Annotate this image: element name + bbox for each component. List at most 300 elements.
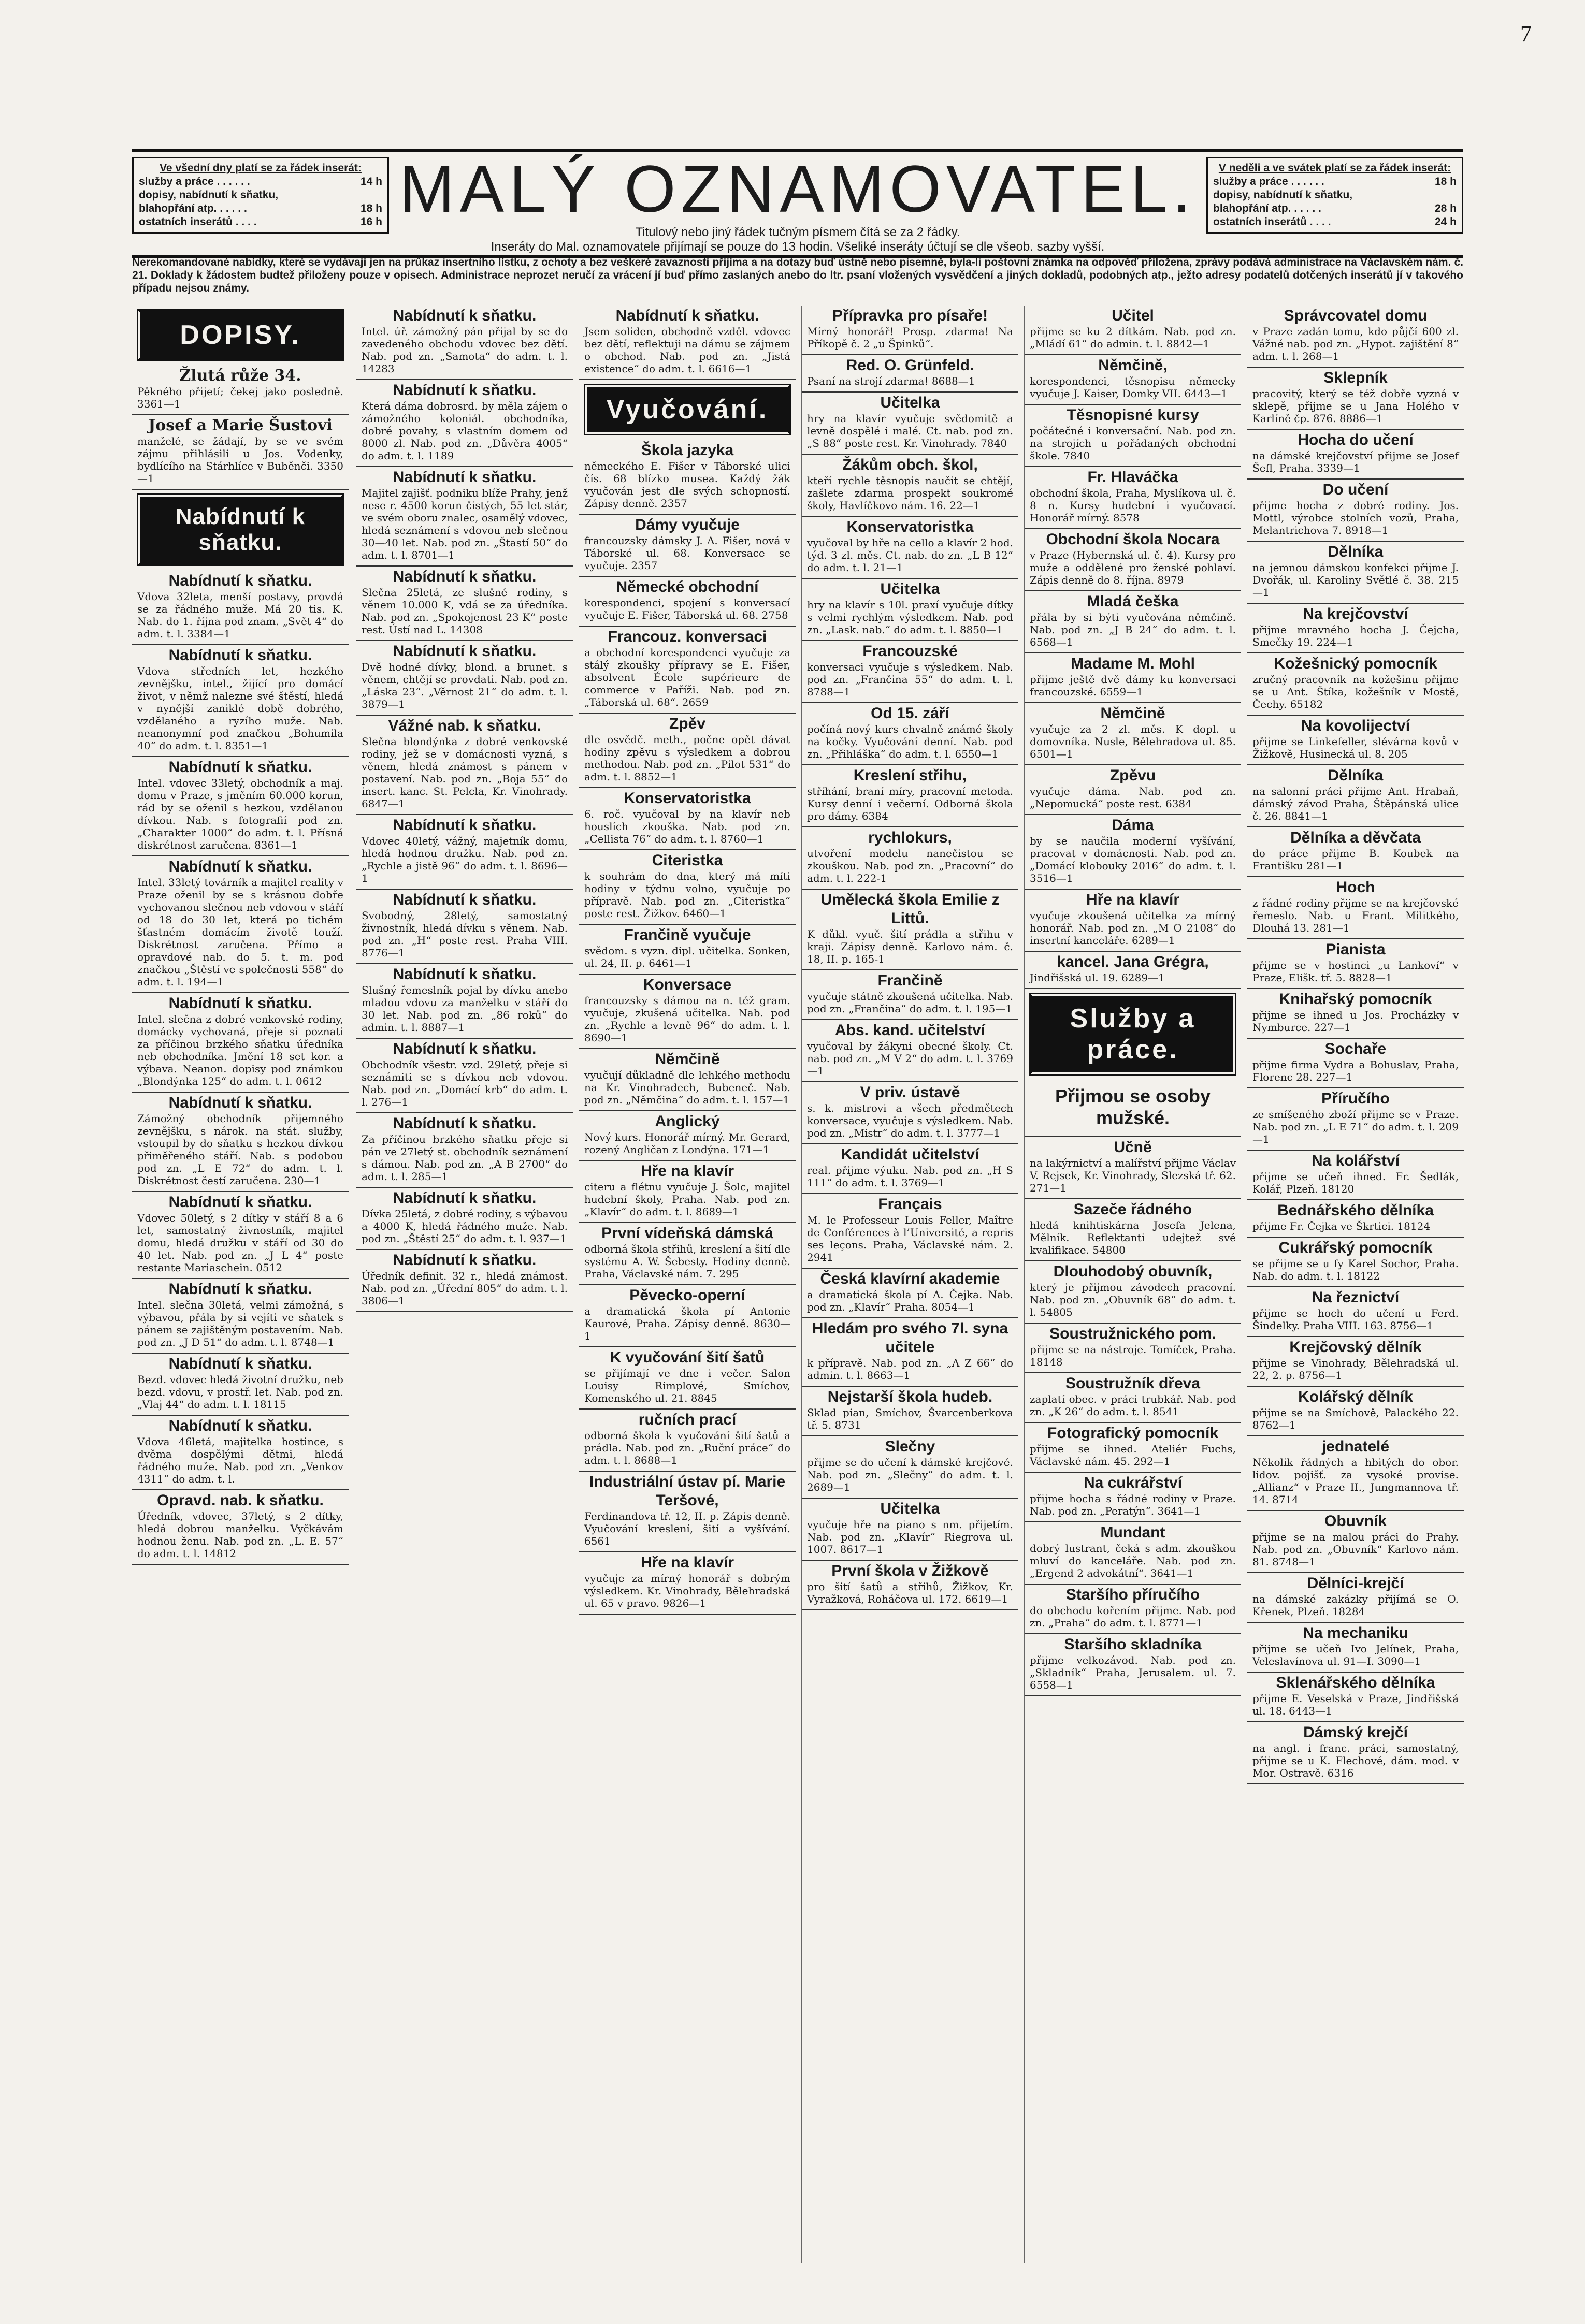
classified-ad — [1247, 1722, 1464, 1784]
ad-heading: Žlutá růže 34. — [179, 367, 301, 385]
classified-ad — [132, 856, 349, 993]
ad-heading: Zpěvu — [1110, 767, 1156, 784]
ad-heading: Na kovolijectví — [1301, 717, 1410, 734]
ad-heading: Nabídnutí k sňatku. — [393, 568, 537, 585]
ad-heading: Pianista — [1325, 941, 1386, 958]
classified-ad — [802, 641, 1018, 703]
classified-ad — [1247, 1387, 1464, 1436]
ad-heading: Učitelka — [880, 580, 940, 598]
ad-heading: Nejstarší škola hudeb. — [827, 1388, 993, 1405]
ad-body: Jindřišská ul. 19. 6289—1 — [1030, 971, 1165, 984]
ad-heading: Obchodní škola Nocara — [1046, 531, 1220, 548]
ad-heading: Dámy vyučuje — [635, 516, 740, 533]
classified-ad — [802, 306, 1018, 355]
ad-body: na salonní práci přijme Ant. Hrabaň, dámský závod Praha, Štěpánská ulice č. 26. 8841—1 — [1252, 785, 1459, 822]
ad-heading: Dělníka a děvčata — [1290, 829, 1421, 846]
classified-ad — [1247, 306, 1464, 368]
ad-body: Obchodník všestr. vzd. 29letý, přeje si seznámiti se s dívkou neb vdovou. Nab. pod zn. „Domácí krb“ do adm. t. l. 276—1 — [362, 1058, 568, 1108]
classified-ad — [579, 1552, 796, 1615]
classified-ad — [1247, 1039, 1464, 1088]
ad-heading: Nabídnutí k sňatku. — [393, 643, 537, 660]
price-row: služby a práce . . . . . . 18 h — [1213, 176, 1457, 187]
ad-body: Pěkného přijetí; čekej jako posledně. 3361—1 — [137, 385, 343, 410]
ad-body: v Praze zadán tomu, kdo půjčí 600 zl. Vážné nab. pod zn. „Hypot. zajištění 8“ adm. t. l. 268—1 — [1252, 325, 1459, 362]
classified-ad — [1247, 1436, 1464, 1511]
classified-ad — [1025, 1585, 1241, 1634]
price-row: ostatních inserátů . . . . 24 h — [1213, 216, 1457, 228]
classified-ad — [1247, 1151, 1464, 1200]
ad-heading: Nabídnutí k sňatku. — [393, 382, 537, 399]
ad-heading: První vídeňská dámská — [601, 1225, 773, 1242]
section-banner: Nabídnutí k sňatku. — [138, 495, 342, 564]
ad-body: z řádné rodiny přijme se na krejčovské řemeslo. Nab. u Frant. Militkého, Dlouhá 13. 281—1 — [1252, 897, 1459, 934]
ad-heading: Français — [878, 1196, 942, 1213]
ad-body: se přijímají ve dne i večer. Salon Louisy Rimplové, Smíchov, Komenského ul. 21. 8845 — [584, 1367, 790, 1404]
classified-ad — [802, 355, 1018, 393]
classified-ad — [802, 1082, 1018, 1144]
ad-body: vyučoval by žákyni obecné školy. Ct. nab. pod zn. „M V 2“ do adm. t. l. 3769—1 — [807, 1040, 1013, 1077]
classified-ad — [1247, 368, 1464, 430]
ad-body: Úředník definit. 32 r., hledá známost. Nab. pod zn. „Úřední 805“ do adm. t. l. 3806—1 — [362, 1270, 568, 1307]
subtitle-line: Titulový nebo jiný řádek tučným písmem čítá se za 2 řádky. — [635, 225, 960, 239]
ad-body: pro šití šatů a střihů, Žižkov, Kr. Vyražková, Roháčova ul. 172. 6619—1 — [807, 1580, 1013, 1605]
ad-body: přijme ještě dvě dámy ku konversaci francouzské. 6559—1 — [1030, 673, 1236, 698]
classified-ad — [1025, 1522, 1241, 1585]
ad-body: utvoření modelu nanečistou se zkouškou. Nab. pod zn. „Pracovní“ do adm. t. l. 222-1 — [807, 847, 1013, 884]
ad-body: k přípravě. Nab. pod zn. „A Z 66“ do admin. t. l. 8663—1 — [807, 1357, 1013, 1382]
classified-ad — [132, 1192, 349, 1279]
ad-heading: Hocha do učení — [1298, 431, 1414, 448]
classified-ad — [579, 714, 796, 788]
classified-ad — [1025, 1423, 1241, 1473]
classified-ad — [579, 975, 796, 1049]
classified-ad — [1247, 1623, 1464, 1673]
ad-heading: Žákům obch. škol, — [842, 456, 978, 473]
classified-ad — [579, 440, 796, 515]
classified-ad — [1247, 1238, 1464, 1287]
ad-heading: Frančině vyučuje — [624, 926, 751, 943]
ad-body: přijme se do učení k dámské krejčové. Nab. pod zn. „Slečny“ do adm. t. l. 2689—1 — [807, 1456, 1013, 1493]
ad-body: Která dáma dobrosrd. by měla zájem o zámožného koloniál. obchodníka, dobré povahy, s vlastním domem od 8000 zl. Nab. pod zn. „Důvěra 4005“ do adm. t. l. 1189 — [362, 400, 568, 462]
classified-ad — [356, 306, 573, 380]
ad-heading: Nabídnutí k sňatku. — [168, 1355, 312, 1372]
ad-column — [1024, 306, 1241, 2263]
ad-heading: Soustružník dřeva — [1065, 1375, 1201, 1392]
ad-heading: První škola v Žižkově — [831, 1562, 989, 1579]
classified-ad — [1025, 405, 1241, 467]
ad-heading: Frančině — [877, 972, 943, 989]
ad-body: by se naučila moderní vyšívání, pracovat v domácnosti. Nab. pod zn. „Domácí klobouky 2016“ do adm. t. l. 3516—1 — [1030, 835, 1236, 884]
price-box-weekday — [132, 157, 389, 234]
ad-body: Slečna 25letá, ze slušné rodiny, s věnem 10.000 K, vdá se za úředníka. Nab. pod zn. „Spokojenost 23 K“ poste rest. Ústí nad L. 14308 — [362, 586, 568, 636]
ad-heading: Fr. Hlaváčka — [1087, 469, 1178, 486]
ad-heading: Obuvník — [1324, 1513, 1387, 1530]
classified-ad — [1247, 765, 1464, 827]
ad-body: počátečné i konversační. Nab. pod zn. na strojích u pořádaných obchodní škole. 7840 — [1030, 425, 1236, 462]
classified-ad — [1025, 1324, 1241, 1373]
ad-heading: V priv. ústavě — [860, 1084, 960, 1101]
ad-heading: Nabídnutí k sňatku. — [168, 858, 312, 875]
ad-body: přijme se učeň ihned. Fr. Šedlák, Kolář, Plzeň. 18120 — [1252, 1170, 1459, 1195]
classified-ad — [579, 1223, 796, 1285]
classified-ad — [579, 1472, 796, 1552]
ad-heading: Česká klavírní akademie — [820, 1270, 1000, 1287]
ad-heading: Učitelka — [880, 394, 940, 411]
ad-body: citeru a flétnu vyučuje J. Šolc, majitel hudební školy, Praha. Nab. pod zn. „Klavír“ do adm. t. l. 8689—1 — [584, 1181, 790, 1218]
ad-body: Sklad pian, Smíchov, Švarcenberkova tř. 5. 8731 — [807, 1406, 1013, 1431]
classified-ad — [579, 1111, 796, 1161]
classified-ad — [356, 380, 573, 467]
ad-heading: Nabídnutí k sňatku. — [168, 1417, 312, 1434]
ad-body: hledá knihtiskárna Josefa Jelena, Mělník. Reflektanti udejtež své kvalifikace. 54800 — [1030, 1219, 1236, 1256]
classified-ad — [579, 627, 796, 714]
classified-ad — [1247, 1287, 1464, 1337]
classified-ad — [802, 1318, 1018, 1387]
ad-body: v Praze (Hybernská ul. č. 4). Kursy pro muže a oddělené pro ženské pohlaví. Zápis denně do 8. října. 8979 — [1030, 549, 1236, 586]
ad-body: stříhání, braní míry, pracovní metoda. Kursy denní i večerní. Odborná škola pro dámy. 6384 — [807, 785, 1013, 822]
ad-heading: Nabídnutí k sňatku. — [168, 572, 312, 589]
section-banner: Služby a práce. — [1031, 994, 1235, 1074]
ad-body: odborná škola k vyučování šití šatů a prádla. Nab. pod zn. „Ruční práce“ do adm. t. l. 8688—1 — [584, 1429, 790, 1466]
price-box-heading: Ve všední dny platí se za řádek inserát: — [160, 162, 362, 174]
ad-body: přijme se na nástroje. Tomíček, Praha. 18148 — [1030, 1343, 1236, 1368]
ad-body: přijme se Vinohrady, Bělehradská ul. 22, 2. p. 8756—1 — [1252, 1357, 1459, 1382]
ad-body: Za příčinou brzkého sňatku přeje si pán ve 27letý st. obchodník seznámení s dámou. Nab. pod zn. „A B 2700“ do adm. t. l. 285—1 — [362, 1133, 568, 1183]
classified-ad — [1025, 1261, 1241, 1324]
ad-body: na angl. i franc. práci, samostatný, přijme se u K. Flechové, dám. mod. v Mor. Ostravě. 6316 — [1252, 1742, 1459, 1779]
ad-body: Intel. 33letý továrník a majitel reality v Praze oženil by se s krásnou dobře vychovanou slečnou neb vdovou v stáří od 18 do 30 let, která po tichém šťastném domácím životě touží. Diskrétnost zaručena. Přímo a opravdové nab. do 5. t. m. pod značkou „Štěstí ve společnosti 558“ do adm. t. l. 194—1 — [137, 876, 343, 988]
classified-ad — [579, 788, 796, 850]
ad-heading: Krejčovský dělník — [1289, 1339, 1422, 1356]
ad-body: Slečna blondýnka z dobré venkovské rodiny, jež se v domácnosti vyzná, s věnem, hledá známost s pánem v postavení. Nab. pod zn. „Boja 55“ do insert. kanc. St. Pelcla, Kr. Vinohrady. 6847—1 — [362, 735, 568, 810]
ad-heading: Němčině — [1100, 705, 1165, 722]
price-row: služby a práce . . . . . . 14 h — [139, 176, 382, 187]
masthead — [132, 149, 1463, 258]
ad-heading: Sazeče řádného — [1073, 1201, 1192, 1218]
classified-ad — [1025, 467, 1241, 529]
ad-heading: Hře na klavír — [640, 1554, 734, 1571]
ad-body: na jemnou dámskou konfekci přijme J. Dvořák, ul. Karoliny Světlé č. 38. 215—1 — [1252, 561, 1459, 599]
classified-ad — [132, 1279, 349, 1354]
subtitle-line: Inseráty do Mal. oznamovatele přijímají se pouze do 13 hodin. Všeliké inseráty účtují se dle všeob. sazby vyšší. — [491, 240, 1105, 254]
ad-body: korespondenci, spojení s konversací vyučuje E. Fišer, Táborská ul. 68. 2758 — [584, 597, 790, 621]
ad-body: dobrý lustrant, čeká s adm. zkouškou mluví do kanceláře. Nab. pod zn. „Ergend 2 advokátní“. 3641—1 — [1030, 1542, 1236, 1579]
ad-column — [356, 306, 573, 2263]
ad-heading: Abs. kand. učitelství — [834, 1022, 986, 1039]
ad-heading: Správcovatel domu — [1284, 307, 1428, 324]
ad-body: německého E. Fišer v Táborské ulici čís. 68 blízko musea. Každý žák vyučován jest dle svých schopností. Zápisy denně. 2357 — [584, 460, 790, 510]
ad-body: Dívka 25letá, z dobré rodiny, s výbavou a 4000 K, hledá řádného muže. Nab. pod zn. „Štěstí 25“ do adm. t. l. 937—1 — [362, 1208, 568, 1245]
classified-ad — [1025, 529, 1241, 591]
ad-heading: Konservatoristka — [624, 790, 751, 807]
ad-heading: Nabídnutí k sňatku. — [393, 966, 537, 983]
ad-body: přijme se ku 2 dítkám. Nab. pod zn. „Mládí 61“ do admin. t. l. 8842—1 — [1030, 325, 1236, 350]
ad-body: vyučují důkladně dle lehkého methodu na Kr. Vinohradech, Bubeneč. Nab. pod zn. „Němčina“ do adm. t. l. 157—1 — [584, 1069, 790, 1106]
classified-ad — [802, 703, 1018, 765]
ad-body: Vdova středních let, hezkého zevnějšku, intel., žijící pro domácí život, v němž nalezne své štěstí, hledá v nynější zaniklé době dobrého, vzdělaného a ryzího muže. Nab. neanonymní pod značkou „Bohumila 40“ do adm. t. l. 8351—1 — [137, 665, 343, 752]
classified-ad — [579, 306, 796, 380]
classified-ad — [802, 890, 1018, 970]
ad-body: a obchodní korespondenci vyučuje za stálý zkoušky přípravy se E. Fišer, absolvent École supérieure de commerce v Paříži. Nab. pod zn. „Táborská ul. 68“. 2659 — [584, 646, 790, 708]
ad-heading: Dámský krejčí — [1303, 1724, 1408, 1741]
ad-heading: Hře na klavír — [640, 1163, 734, 1180]
ad-heading: Dáma — [1112, 817, 1154, 834]
ad-heading: Fotografický pomocník — [1047, 1425, 1219, 1442]
classified-ad — [802, 1269, 1018, 1318]
classified-ad — [356, 964, 573, 1039]
ad-body: vyučuje dáma. Nab. pod zn. „Nepomucká“ poste rest. 6384 — [1030, 785, 1236, 810]
classified-ad — [356, 467, 573, 567]
ad-heading: Slečny — [885, 1438, 935, 1455]
ad-body: svědom. s vyzn. dipl. učitelka. Sonken, ul. 24, II. p. 6461—1 — [584, 945, 790, 969]
ad-heading: Nabídnutí k sňatku. — [393, 817, 537, 834]
ad-heading: Příručího — [1321, 1090, 1390, 1107]
ad-heading: Dělníci-krejčí — [1307, 1575, 1404, 1592]
ad-heading: Hledám pro svého 7l. syna učitele — [812, 1320, 1008, 1356]
ad-body: přijme se Linkefeller, slévárna kovů v Žižkově, Husinecká ul. 8. 205 — [1252, 735, 1459, 760]
ad-heading: Na krejčovství — [1303, 605, 1408, 622]
ad-body: Ferdinandova tř. 12, II. p. Zápis denně. Vyučování kreslení, šití a vyšívání. 6561 — [584, 1510, 790, 1547]
ad-body: vyučuje zkoušená učitelka za mírný honorář. Nab. pod zn. „M O 2108“ do insertní kanceláře. 6289—1 — [1030, 909, 1236, 947]
ad-heading: Nabídnutí k sňatku. — [393, 1115, 537, 1132]
ad-body: přijme se ihned u Jos. Procházky v Nymburce. 227—1 — [1252, 1009, 1459, 1034]
ad-heading: Knihařský pomocník — [1279, 991, 1432, 1008]
ad-heading: Vážné nab. k sňatku. — [388, 717, 541, 734]
ad-heading: Na řeznictví — [1312, 1289, 1400, 1306]
ad-heading: Kreslení střihu, — [853, 767, 967, 784]
ad-body: pracovitý, který se též dobře vyzná v sklepě, přijme se u Jana Holého v Karlíně čp. 876. 8886—1 — [1252, 387, 1459, 425]
classified-ad — [1025, 1473, 1241, 1522]
ad-heading: Učitelka — [880, 1500, 940, 1517]
ad-heading: Těsnopisné kursy — [1067, 406, 1199, 424]
ad-body: vyučuje státně zkoušená učitelka. Nab. pod zn. „Frančina“ do adm. t. l. 195—1 — [807, 990, 1013, 1015]
classified-ad — [802, 970, 1018, 1020]
ad-body: s. k. mistrovi a všech předmětech konversace, vyučuje s výsledkem. Nab. pod zn. „Mistr“ do adm. t. l. 3777—1 — [807, 1102, 1013, 1139]
ad-heading: Nabídnutí k sňatku. — [393, 1252, 537, 1269]
ad-body: přijme firma Vydra a Bohuslav, Praha, Florenc 28. 227—1 — [1252, 1058, 1459, 1083]
ad-body: přijme se na Smíchově, Palackého 22. 8762—1 — [1252, 1406, 1459, 1431]
ad-heading: Red. O. Grünfeld. — [846, 357, 974, 374]
classified-ad — [1025, 952, 1241, 989]
ad-heading: Cukrářský pomocník — [1278, 1239, 1433, 1256]
classified-ad — [132, 415, 349, 490]
ad-body: hry na klavír vyučuje svědomitě a levně dospělé i malé. Ct. nab. pod zn. „S 88“ poste rest. Kr. Vinohrady. 7840 — [807, 412, 1013, 449]
ad-column — [579, 306, 796, 2263]
price-row: ostatních inserátů . . . . 16 h — [139, 216, 382, 228]
ad-heading: Umělecká škola Emilie z Littů. — [820, 891, 1000, 927]
ad-body: Intel. vdovec 33letý, obchodník a maj. domu v Praze, s jměním 60.000 korun, rád by se oženil s hezkou, vzdělanou dívkou. Nab. s fotografií pod zn. „Charakter 1000“ do adm. t. l. Přísná diskrétnost zaručena. 8361—1 — [137, 777, 343, 851]
classified-ad — [1247, 716, 1464, 765]
classified-ad — [356, 1039, 573, 1113]
price-row: blahopřání atp. . . . . . 18 h — [139, 202, 382, 214]
ad-heading: Německé obchodní — [616, 578, 759, 595]
classified-ad — [1025, 890, 1241, 952]
price-row: dopisy, nabídnutí k sňatku, — [1213, 189, 1353, 201]
classified-ad — [132, 1490, 349, 1565]
ad-body: přijme E. Veselská v Praze, Jindřišská ul. 18. 6443—1 — [1252, 1692, 1459, 1717]
classified-ad — [1025, 591, 1241, 653]
ad-body: Mírný honorář! Prosp. zdarma! Na Příkopě č. 2 „u Špinků“. — [807, 325, 1013, 350]
ad-body: francouzsky dámsky J. A. Fišer, nová v Táborské ul. 68. Konversace se vyučuje. 2357 — [584, 534, 790, 572]
classified-ad — [1025, 1137, 1241, 1199]
ad-heading: Nabídnutí k sňatku. — [615, 307, 759, 324]
classified-ad — [579, 1285, 796, 1347]
ad-heading: Sklenářského dělníka — [1276, 1674, 1435, 1691]
classified-ad — [356, 815, 573, 890]
ad-heading: Od 15. září — [871, 705, 949, 722]
ad-body: a dramatická škola pí Antonie Kaurové, Praha. Zápisy denně. 8630—1 — [584, 1305, 790, 1342]
ad-body: k souhrám do dna, který má míti hodiny v týdnu volno, vyučuje po přípravě. Nab. pod zn. „Citeristka“ poste rest. Žižkov. 6460—1 — [584, 870, 790, 920]
ad-heading: Nabídnutí k sňatku. — [393, 891, 537, 908]
ad-body: Intel. úř. zámožný pán přijal by se do zavedeného obchodu vdovec bez dětí. Nab. pod zn. „Samota“ do adm. t. l. 14283 — [362, 325, 568, 375]
ad-body: konversaci vyučuje s výsledkem. Nab. pod zn. „Frančina 55“ do adm. t. l. 8788—1 — [807, 661, 1013, 698]
classified-ad — [1247, 1337, 1464, 1387]
ad-heading: Němčině, — [1098, 357, 1168, 374]
section-heading: Přijmou se osoby mužské. — [1025, 1080, 1241, 1137]
ad-body: přijme se na malou práci do Prahy. Nab. pod zn. „Obuvník“ Karlovo nám. 81. 8748—1 — [1252, 1531, 1459, 1568]
ad-body: hry na klavír s 10l. praxí vyučuje dítky s velmi rychlým výsledkem. Nab. pod zn. „Lask. nab.“ do adm. t. l. 8850—1 — [807, 599, 1013, 636]
ad-body: francouzsky s dámou na n. též gram. vyučuje, zkušená učitelka. Nab. pod zn. „Rychle a levně 96“ do adm. t. l. 8690—1 — [584, 994, 790, 1044]
classified-ad — [802, 1387, 1018, 1436]
ad-body: Vdova 46letá, majitelka hostince, s dvěma dospělými dětmi, hledá řádného muže. Nab. pod zn. „Venkov 4311“ do adm. t. l. — [137, 1435, 343, 1485]
classified-ad — [802, 1561, 1018, 1610]
classified-ad — [356, 1188, 573, 1250]
ad-body: dle osvědč. meth., počne opět dávat hodiny zpěvu s výsledkem a dobrou methodou. Nab. pod zn. „Pilot 531“ do adm. t. l. 8852—1 — [584, 733, 790, 783]
ad-heading: Francouzské — [862, 643, 958, 660]
ad-body: K důkl. vyuč. šití prádla a střihu v kraji. Zápisy denně. Karlovo nám. č. 18, II. p. 165-1 — [807, 928, 1013, 965]
ad-body: Vdovec 50letý, s 2 dítky v stáří 8 a 6 let, samostatný živnostník, majitel domu, hledá družku v stáří od 30 do 40 let. Nab. pod zn. „J L 4“ poste restante Mariaschein. 0512 — [137, 1212, 343, 1274]
classified-ad — [356, 641, 573, 716]
ad-body: se přijme se u fy Karel Sochor, Praha. Nab. do adm. t. l. 18122 — [1252, 1257, 1459, 1282]
classified-ad — [579, 850, 796, 925]
ad-body: Dvě hodné dívky, blond. a brunet. s věnem, chtějí se provdati. Nab. pod zn. „Láska 23“. „Věrnost 21“ do adm. t. l. 3879—1 — [362, 661, 568, 710]
classified-ad — [356, 567, 573, 641]
ad-body: Majitel zajišť. podniku blíže Prahy, jenž nese r. 4500 korun čistých, 55 let stár, ve svém oboru znalec, osamělý vdovec, hledá seznámení s vdovou neb slečnou 30—40 let. Nab. pod zn. „Štastí 50“ do adm. t. l. 8701—1 — [362, 487, 568, 561]
classified-ad — [1025, 1634, 1241, 1696]
ad-heading: K vyučování šití šatů — [610, 1349, 765, 1366]
ad-heading: Francouz. konversaci — [608, 628, 767, 645]
ad-heading: Nabídnutí k sňatku. — [168, 995, 312, 1012]
classified-ad — [1025, 1199, 1241, 1261]
classified-ad — [132, 571, 349, 645]
ad-body: přijme hocha z dobré rodiny. Jos. Mottl, výrobce stolních vozů, Praha, Melantrichova 7. 8918—1 — [1252, 499, 1459, 536]
ad-heading: Dělníka — [1328, 543, 1384, 560]
ad-body: přijme se v hostinci „u Lankoví“ v Praze, Elišk. tř. 5. 8828—1 — [1252, 959, 1459, 984]
ad-heading: Dělníka — [1328, 767, 1384, 784]
ad-heading: Učitel — [1112, 307, 1154, 324]
ad-heading: Staršího příručího — [1065, 1586, 1200, 1603]
ad-body: Psaní na strojí zdarma! 8688—1 — [807, 375, 975, 387]
classified-ad — [132, 993, 349, 1093]
page-title: MALÝ OZNAMOVATEL. — [399, 152, 1196, 226]
ad-body: real. přijme výuku. Nab. pod zn. „H S 111“ do adm. t. l. 3769—1 — [807, 1164, 1013, 1189]
ad-body: odborná škola střihů, kreslení a šití dle systému A. W. Šebesty. Hodiny denně. Praha, Václavské nám. 7. 295 — [584, 1243, 790, 1280]
classified-ad — [802, 1499, 1018, 1561]
ad-body: na lakýrnictví a malířství přijme Václav V. Rejsek, Kr. Vinohrady, Slezská tř. 62. 271—1 — [1030, 1157, 1236, 1194]
ad-heading: Anglický — [655, 1113, 720, 1130]
ad-body: manželé, se žádají, by se ve svém zájmu přihlásili u Jos. Vodenky, bydlícího na Stárhlíce v Buběnči. 3350—1 — [137, 435, 343, 485]
ad-body: vyučuje hře na piano s nm. přijetím. Nab. pod zn. „Klavír“ Riegrova ul. 1007. 8617—1 — [807, 1518, 1013, 1556]
ad-heading: Na cukrářství — [1083, 1474, 1183, 1491]
ad-body: zaplatí obec. v práci trubkář. Nab. pod zn. „K 26“ do adm. t. l. 8541 — [1030, 1393, 1236, 1418]
ad-body: do práce přijme B. Koubek na Františku 281—1 — [1252, 847, 1459, 872]
classified-ad — [1247, 989, 1464, 1039]
classified-ad — [802, 1436, 1018, 1499]
price-box-heading: V neděli a ve svátek platí se za řádek inserát: — [1218, 162, 1451, 174]
ad-body: kteří rychle těsnopis naučit se chtějí, zašlete zdarma prospekt soukromé školy, Havlíčkovo nám. 16. 22—1 — [807, 474, 1013, 512]
masthead-subtitle — [396, 225, 1199, 254]
classified-ad — [1247, 1200, 1464, 1238]
classified-ad — [802, 765, 1018, 827]
administration-notice: Nerekomandované nabídky, které se vydávají jen na průkaz insertního lístku, z ochoty a bez veškeré zavazností přijíma a na dotazy buď ústně nebo písemně, byla-li poštovní známka na odpověď přiložena, zprávy podává administrace na Václavském nám. č. 21. Doklady k žádostem budtež přiloženy pouze v opisech. Administrace neprozet neručí za vrácení jí buď přímo zaslaných anebo do ltr. psaní vložených vysvědčení a jiných dokladů, podobných atp., ježto adresy podatelů dotčených inserátů jí v takového případu nejsou známy. — [132, 256, 1463, 294]
classified-ad — [132, 757, 349, 856]
ad-body: na dámské krejčovství přijme se Josef Šefl, Praha. 3339—1 — [1252, 449, 1459, 474]
ad-body: do obchodu kořením přijme. Nab. pod zn. „Praha“ do adm. t. l. 8771—1 — [1030, 1604, 1236, 1629]
ad-body: M. le Professeur Louis Feller, Maître de Conférences à l’Université, a repris ses leçons. Praha, Václavské nám. 2. 2941 — [807, 1214, 1013, 1263]
ad-body: Několik řádných a hbitých do obor. lidov. pojišť. za vysoké provise. „Allianz“ v Praze II., Jungmannova tř. 14. 8714 — [1252, 1456, 1459, 1506]
classified-ad — [356, 716, 573, 815]
ad-heading: Učně — [1114, 1139, 1152, 1156]
ad-heading: Nabídnutí k sňatku. — [393, 307, 537, 324]
ad-heading: Sklepník — [1323, 369, 1388, 386]
classified-ad — [579, 1410, 796, 1472]
ad-body: Jsem soliden, obchodně vzděl. vdovec bez dětí, reflektuji na dámu se zájmem o obchod. Nab. pod zn. „Jistá existence“ do adm. t. l. 6616—1 — [584, 325, 790, 375]
ad-body: vyučuje za 2 zl. měs. K dopl. u domovníka. Nusle, Bělehradova ul. 85. 6501—1 — [1030, 723, 1236, 760]
ad-heading: Opravd. nab. k sňatku. — [157, 1492, 324, 1509]
ad-heading: Škola jazyka — [641, 442, 734, 459]
ad-heading: Citeristka — [652, 852, 723, 869]
ad-body: Vdova 32leta, menší postavy, provdá se za řádného muže. Má 20 tis. K. Nab. do 1. října pod znam. „Svět 4“ do adm. t. l. 3384—1 — [137, 590, 343, 640]
ad-column — [132, 306, 349, 2263]
classified-ad — [579, 1049, 796, 1111]
ad-body: zručný pracovník na kožešinu přijme se u Ant. Štíka, kožešník v Mostě, Čechy. 65182 — [1252, 673, 1459, 710]
ad-heading: Němčině — [655, 1051, 720, 1068]
ad-heading: kancel. Jana Grégra, — [1057, 953, 1209, 970]
ad-heading: Nabídnutí k sňatku. — [393, 469, 537, 486]
price-row: blahopřání atp. . . . . . 28 h — [1213, 202, 1457, 214]
ad-heading: Nabídnutí k sňatku. — [168, 647, 312, 664]
classified-ad — [1025, 355, 1241, 405]
classified-ad — [132, 366, 349, 415]
classified-ad — [1247, 653, 1464, 716]
classified-ad — [1247, 542, 1464, 604]
classified-ad — [1025, 765, 1241, 815]
classified-ad — [1247, 1673, 1464, 1722]
classified-ad — [132, 1416, 349, 1490]
ad-heading: Mladá češka — [1087, 593, 1179, 610]
ad-column — [801, 306, 1018, 2263]
section-banner: Vyučování. — [585, 385, 789, 434]
ad-body: 6. roč. vyučoval by na klavír neb houslích zkouška. Nab. pod zn. „Cellista 76“ do adm. t. l. 8760—1 — [584, 808, 790, 845]
classified-ad — [1025, 306, 1241, 355]
classified-ad — [579, 515, 796, 577]
ad-body: Zámožný obchodník přijemného zevnějšku, s nárok. na stát. služby, vstoupil by do sňatku s hezkou dívkou přiměřeného stáří. Nab. s podobou pod zn. „L E 72“ do adm. t. l. Diskrétnost čestí zaručena. 230—1 — [137, 1112, 343, 1187]
ad-heading: Nabídnutí k sňatku. — [168, 1194, 312, 1211]
ad-body: vyučoval by hře na cello a klavír 2 hod. týd. 3 zl. měs. Ct. nab. do zn. „L B 12“ do adm. t. l. 21—1 — [807, 536, 1013, 574]
classified-ad — [802, 1194, 1018, 1269]
classified-ad — [1025, 653, 1241, 703]
ad-body: Slušný řemeslník pojal by dívku anebo mladou vdovu za manželku v stáří do 30 let. Nab. pod zn. „86 roků“ do admin. t. l. 8887—1 — [362, 984, 568, 1034]
classified-ad — [802, 579, 1018, 641]
ad-heading: Pěvecko-operní — [629, 1287, 745, 1304]
classified-ad — [802, 455, 1018, 517]
section-banner: DOPISY. — [138, 311, 342, 359]
classified-ad — [132, 1354, 349, 1416]
ad-body: přijme se hoch do učení u Ferd. Šindelky. Praha VIII. 163. 8756—1 — [1252, 1307, 1459, 1332]
ad-heading: Na mechaniku — [1303, 1624, 1408, 1642]
classified-ad — [356, 1113, 573, 1188]
ad-body: přijme Fr. Čejka ve Škrtici. 18124 — [1252, 1220, 1431, 1232]
